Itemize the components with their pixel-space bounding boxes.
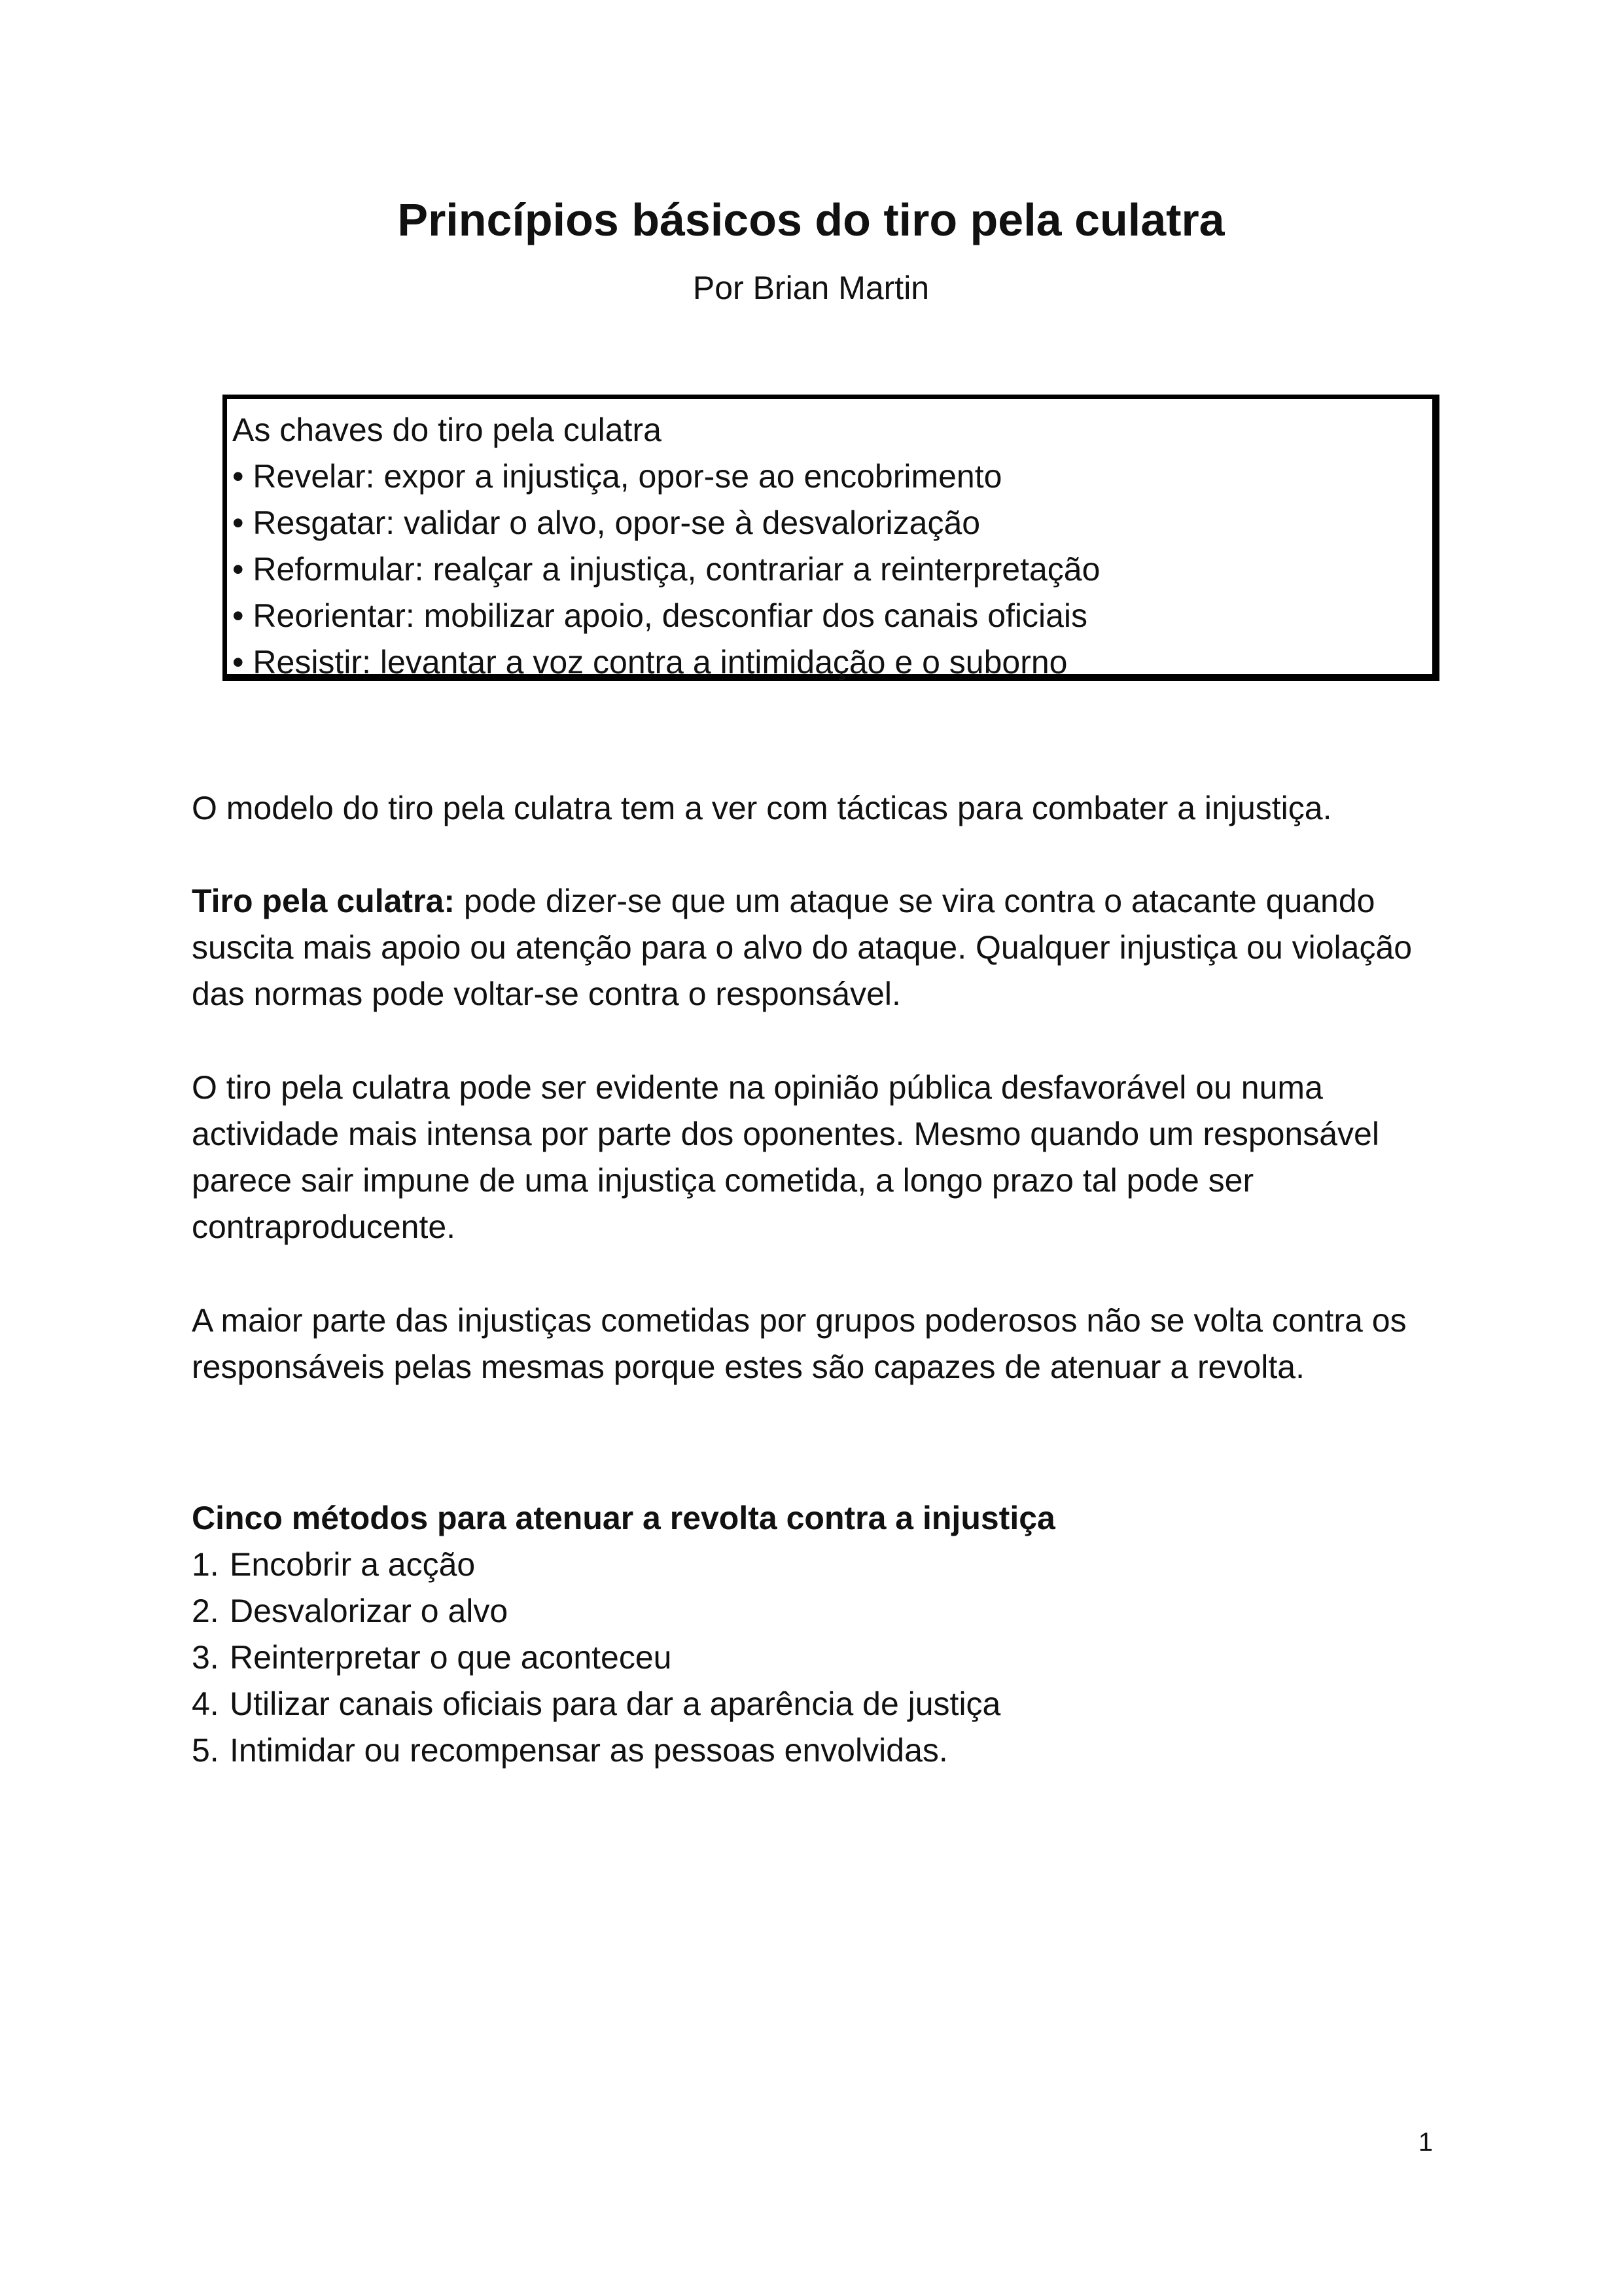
method-item xyxy=(192,1588,1000,1634)
methods-heading: Cinco métodos para atenuar a revolta contra a injustiça xyxy=(192,1500,1055,1536)
definition-text: pode dizer-se que um ataque se vira contra o atacante quando suscita mais apoio ou atenção para o alvo do ataque. Qualquer injustiça ou violação das normas pode voltar-se contra o responsável. xyxy=(192,883,1413,1012)
method-number: 2. xyxy=(192,1593,219,1629)
keys-box xyxy=(222,395,1439,681)
method-item xyxy=(192,1727,1000,1774)
document-title: Princípios básicos do tiro pela culatra xyxy=(397,194,1225,245)
keys-box-item: • Resgatar: validar o alvo, opor-se à desvalorização xyxy=(232,504,981,541)
method-number: 3. xyxy=(192,1639,219,1676)
keys-box-item: • Reformular: realçar a injustiça, contrariar a reinterpretação xyxy=(232,551,1101,588)
method-text: Intimidar ou recompensar as pessoas envolvidas. xyxy=(230,1732,948,1769)
method-number: 1. xyxy=(192,1546,219,1583)
method-number: 5. xyxy=(192,1732,219,1769)
paragraph-powerful-groups: A maior parte das injustiças cometidas por grupos poderosos não se volta contra os responsáveis pelas mesmas porque estes são capazes de atenuar a revolta. xyxy=(192,1302,1407,1385)
definition-term: Tiro pela culatra: xyxy=(192,883,455,919)
method-text: Desvalorizar o alvo xyxy=(230,1593,508,1629)
method-item xyxy=(192,1681,1000,1727)
keys-box-item: • Resistir: levantar a voz contra a intimidação e o suborno xyxy=(232,644,1068,680)
keys-box-item: • Reorientar: mobilizar apoio, desconfiar dos canais oficiais xyxy=(232,597,1088,634)
document-author: Por Brian Martin xyxy=(692,270,930,306)
paragraph-definition xyxy=(192,878,1435,1017)
methods-list xyxy=(192,1542,1000,1774)
page-number: 1 xyxy=(1418,2128,1433,2157)
method-text: Reinterpretar o que aconteceu xyxy=(230,1639,672,1676)
method-text: Utilizar canais oficiais para dar a aparência de justiça xyxy=(230,1686,1001,1722)
method-number: 4. xyxy=(192,1686,219,1722)
keys-box-item: • Revelar: expor a injustiça, opor-se ao encobrimento xyxy=(232,458,1002,495)
method-item xyxy=(192,1634,1000,1681)
paragraph-intro: O modelo do tiro pela culatra tem a ver com tácticas para combater a injustiça. xyxy=(192,790,1332,826)
keys-box-heading: As chaves do tiro pela culatra xyxy=(232,412,661,448)
method-text: Encobrir a acção xyxy=(230,1546,476,1583)
paragraph-evidence: O tiro pela culatra pode ser evidente na opinião pública desfavorável ou numa actividade mais intensa por parte dos oponentes. Mesmo quando um responsável parece sair impune de uma injustiça cometida, a longo prazo tal pode ser contraproducente. xyxy=(192,1069,1379,1245)
method-item xyxy=(192,1542,1000,1588)
